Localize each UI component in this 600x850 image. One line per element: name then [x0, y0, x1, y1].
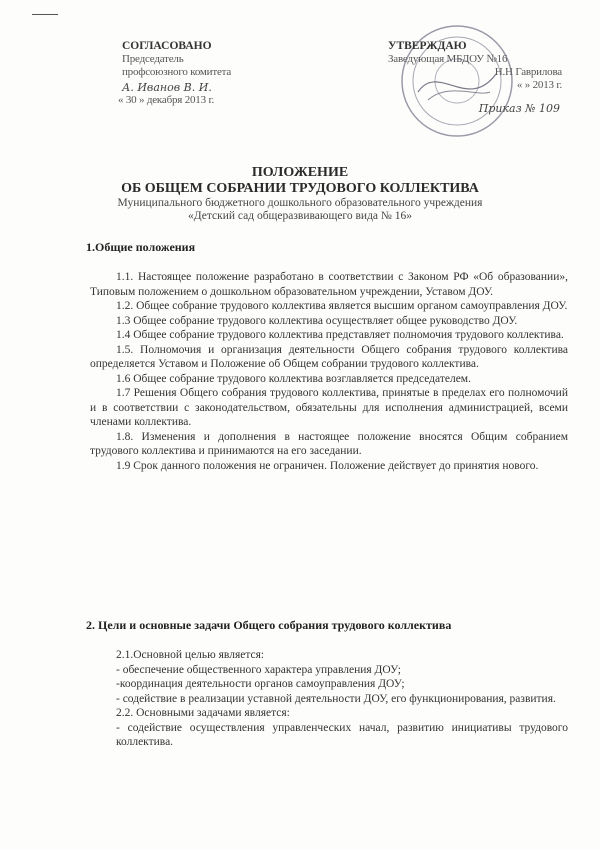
paragraph: 1.8. Изменения и дополнения в настоящее положение вносятся Общим собранием трудового коллектива и принимаются на его заседании. — [90, 430, 568, 457]
approval-right-date: « » 2013 г. — [516, 79, 562, 91]
section1-body — [90, 270, 568, 473]
list-item: - обеспечение общественного характера управления ДОУ; — [116, 663, 401, 676]
list-item: - содействие осуществления управленческих начал, развитию инициативы трудового коллектива. — [116, 721, 568, 748]
document-title — [60, 165, 540, 223]
section2-heading: 2. Цели и основные задачи Общего собрания трудового коллектива — [86, 618, 452, 632]
paragraph: 1.9 Срок данного положения не ограничен. Положение действует до принятия нового. — [116, 459, 539, 472]
subtitle-line1: Муниципального бюджетного дошкольного образовательного учреждения — [117, 197, 483, 209]
list-intro: 2.1.Основной целью является: — [116, 649, 265, 661]
subtitle-line2: «Детский сад общеразвивающего вида № 16» — [188, 210, 412, 222]
approval-right-heading: УТВЕРЖДАЮ — [388, 40, 467, 52]
list-item: - содействие в реализации уставной деятельности ДОУ, его функционирования, развития. — [116, 692, 556, 705]
paragraph: 1.1. Настоящее положение разработано в соответствии с Законом РФ «Об образовании», Типовым положением о дошкольном образовательном учреждении, Уставом ДОУ. — [90, 271, 568, 298]
title-line1: ПОЛОЖЕНИЕ — [251, 165, 349, 180]
approval-left-line1: Председатель — [122, 53, 184, 65]
approval-left-date: « 30 » декабря 2013 г. — [118, 94, 215, 106]
section1-heading: 1.Общие положения — [86, 240, 196, 254]
paragraph: 1.7 Решения Общего собрания трудового коллектива, принятые в пределах его полномочий и в соответствии с законодательством, обязательны для исполнения администрацией, всеми членами коллектива. — [90, 387, 568, 428]
approval-right-line1: Заведующая МБДОУ №16 — [388, 53, 508, 65]
top-mark — [32, 14, 58, 15]
title-line2: ОБ ОБЩЕМ СОБРАНИИ ТРУДОВОГО КОЛЛЕКТИВА — [121, 181, 479, 196]
approval-right-block — [388, 40, 568, 115]
paragraph: 1.5. Полномочия и организация деятельности Общего собрания трудового коллектива определяется Уставом и Положение об Общем собрании трудового коллектива. — [90, 343, 568, 370]
section2-body — [90, 648, 568, 750]
approval-left-line2: профсоюзного комитета — [122, 66, 232, 78]
approval-left-heading: СОГЛАСОВАНО — [122, 40, 212, 52]
approval-right-order: Приказ № 109 — [478, 102, 560, 115]
paragraph: 1.3 Общее собрание трудового коллектива осуществляет общее руководство ДОУ. — [116, 314, 518, 327]
paragraph: 1.4 Общее собрание трудового коллектива представляет полномочия трудового коллектива. — [116, 329, 564, 341]
list-item: -координация деятельности органов самоуправления ДОУ; — [116, 678, 405, 690]
paragraph: 1.2. Общее собрание трудового коллектива является высшим органом самоуправления ДОУ. — [116, 300, 568, 312]
list-intro: 2.2. Основными задачами является: — [116, 707, 290, 719]
approval-right-signature: Н.Н Гаврилова — [494, 66, 562, 78]
paragraph: 1.6 Общее собрание трудового коллектива возглавляется председателем. — [116, 372, 471, 385]
approval-left-block — [118, 40, 312, 107]
approval-left-signature: А. Иванов В. И. — [122, 81, 212, 94]
